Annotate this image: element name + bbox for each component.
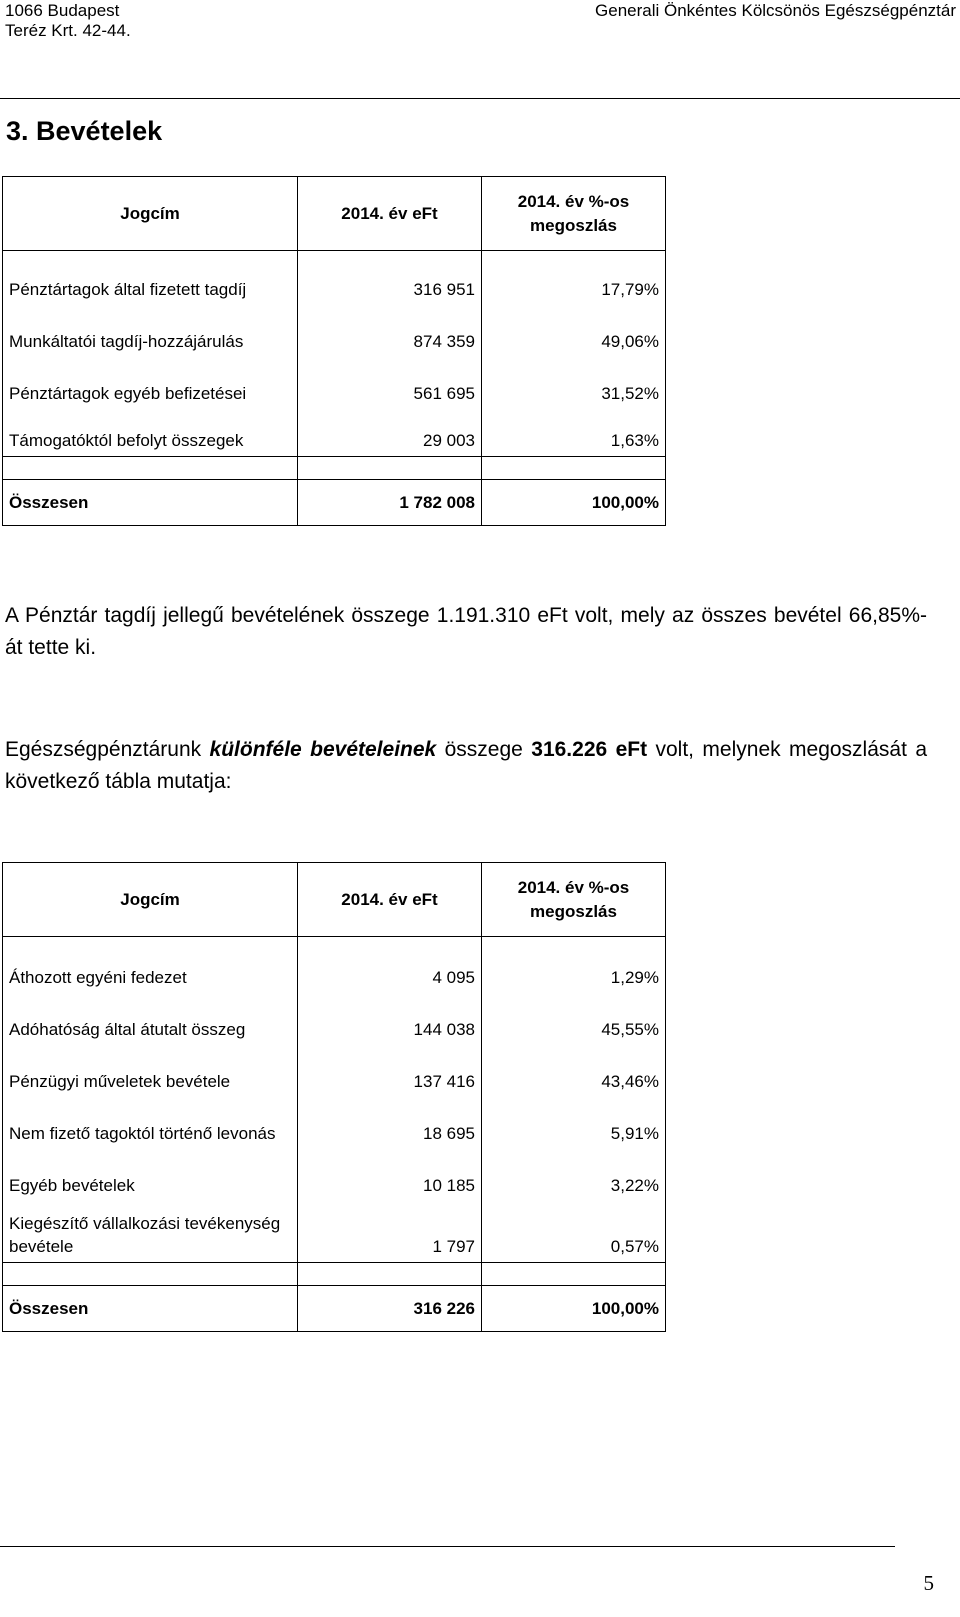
- table-total-row: [3, 1286, 666, 1332]
- paragraph-emphasis: különféle bevételeinek: [209, 738, 437, 761]
- header-organization: Generali Önkéntes Kölcsönös Egészségpénztár: [595, 1, 956, 20]
- revenue-table: [2, 176, 666, 526]
- row-label: Pénzügyi műveletek bevétele: [3, 1041, 298, 1093]
- table-row: [3, 1145, 666, 1197]
- row-percent: 3,22%: [482, 1145, 666, 1197]
- row-amount: 137 416: [298, 1041, 482, 1093]
- row-amount: 4 095: [298, 937, 482, 989]
- row-label: Támogatóktól befolyt összegek: [3, 405, 298, 457]
- row-label: Nem fizető tagoktól történő levonás: [3, 1093, 298, 1145]
- column-header-amount: 2014. év eFt: [298, 177, 482, 251]
- column-header-amount: 2014. év eFt: [298, 863, 482, 937]
- paragraph-text: Egészségpénztárunk: [5, 738, 210, 761]
- row-percent: 0,57%: [482, 1197, 666, 1263]
- table-row: [3, 989, 666, 1041]
- paragraph-text: volt, melynek megoszlását a következő tábla mutatja:: [5, 738, 928, 793]
- total-percent: 100,00%: [482, 1286, 666, 1332]
- table-header-row: [3, 177, 666, 251]
- table-total-row: [3, 480, 666, 526]
- table-row: [3, 1041, 666, 1093]
- row-percent: 43,46%: [482, 1041, 666, 1093]
- total-amount: 316 226: [298, 1286, 482, 1332]
- row-amount: 874 359: [298, 301, 482, 353]
- table-spacer: [3, 457, 666, 480]
- row-percent: 1,29%: [482, 937, 666, 989]
- row-percent: 45,55%: [482, 989, 666, 1041]
- total-label: Összesen: [3, 480, 298, 526]
- table-row: [3, 1197, 666, 1263]
- row-label: Kiegészítő vállalkozási tevékenység bevétele: [3, 1197, 298, 1263]
- row-percent: 17,79%: [482, 251, 666, 301]
- row-percent: 5,91%: [482, 1093, 666, 1145]
- table-row: [3, 251, 666, 301]
- row-amount: 144 038: [298, 989, 482, 1041]
- row-label: Pénztártagok egyéb befizetései: [3, 353, 298, 405]
- row-label: Munkáltatói tagdíj-hozzájárulás: [3, 301, 298, 353]
- table-row: [3, 301, 666, 353]
- column-header-percent: 2014. év %-os megoszlás: [482, 177, 666, 251]
- column-header-percent: 2014. év %-os megoszlás: [482, 863, 666, 937]
- other-revenue-table: [2, 862, 666, 1332]
- header-street: Teréz Krt. 42-44.: [5, 21, 131, 40]
- row-percent: 1,63%: [482, 405, 666, 457]
- section-title: 3. Bevételek: [6, 116, 163, 146]
- page-number: 5: [923, 1571, 934, 1595]
- column-header-jogcim: Jogcím: [3, 863, 298, 937]
- paragraph-amount: 316.226 eFt: [531, 738, 648, 761]
- header-divider: [0, 98, 960, 99]
- footer-divider: [0, 1546, 895, 1547]
- header-address: [5, 1, 131, 41]
- row-amount: 10 185: [298, 1145, 482, 1197]
- row-amount: 29 003: [298, 405, 482, 457]
- row-percent: 49,06%: [482, 301, 666, 353]
- row-label: Áthozott egyéni fedezet: [3, 937, 298, 989]
- table-header-row: [3, 863, 666, 937]
- row-amount: 1 797: [298, 1197, 482, 1263]
- column-header-jogcim: Jogcím: [3, 177, 298, 251]
- table-row: [3, 1093, 666, 1145]
- paragraph-text: összege: [436, 738, 532, 761]
- paragraph-kulonfele-bevetelek: [5, 734, 927, 798]
- table-row: [3, 405, 666, 457]
- row-label: Egyéb bevételek: [3, 1145, 298, 1197]
- table-row: [3, 353, 666, 405]
- row-amount: 316 951: [298, 251, 482, 301]
- row-amount: 18 695: [298, 1093, 482, 1145]
- header-city: 1066 Budapest: [5, 1, 120, 20]
- table-row: [3, 937, 666, 989]
- row-amount: 561 695: [298, 353, 482, 405]
- total-amount: 1 782 008: [298, 480, 482, 526]
- row-percent: 31,52%: [482, 353, 666, 405]
- row-label: Adóhatóság által átutalt összeg: [3, 989, 298, 1041]
- total-label: Összesen: [3, 1286, 298, 1332]
- row-label: Pénztártagok által fizetett tagdíj: [3, 251, 298, 301]
- table-spacer: [3, 1263, 666, 1286]
- total-percent: 100,00%: [482, 480, 666, 526]
- paragraph-tagdij-summary: A Pénztár tagdíj jellegű bevételének összege 1.191.310 eFt volt, mely az összes bevétel 66,85%-át tette ki.: [5, 604, 927, 659]
